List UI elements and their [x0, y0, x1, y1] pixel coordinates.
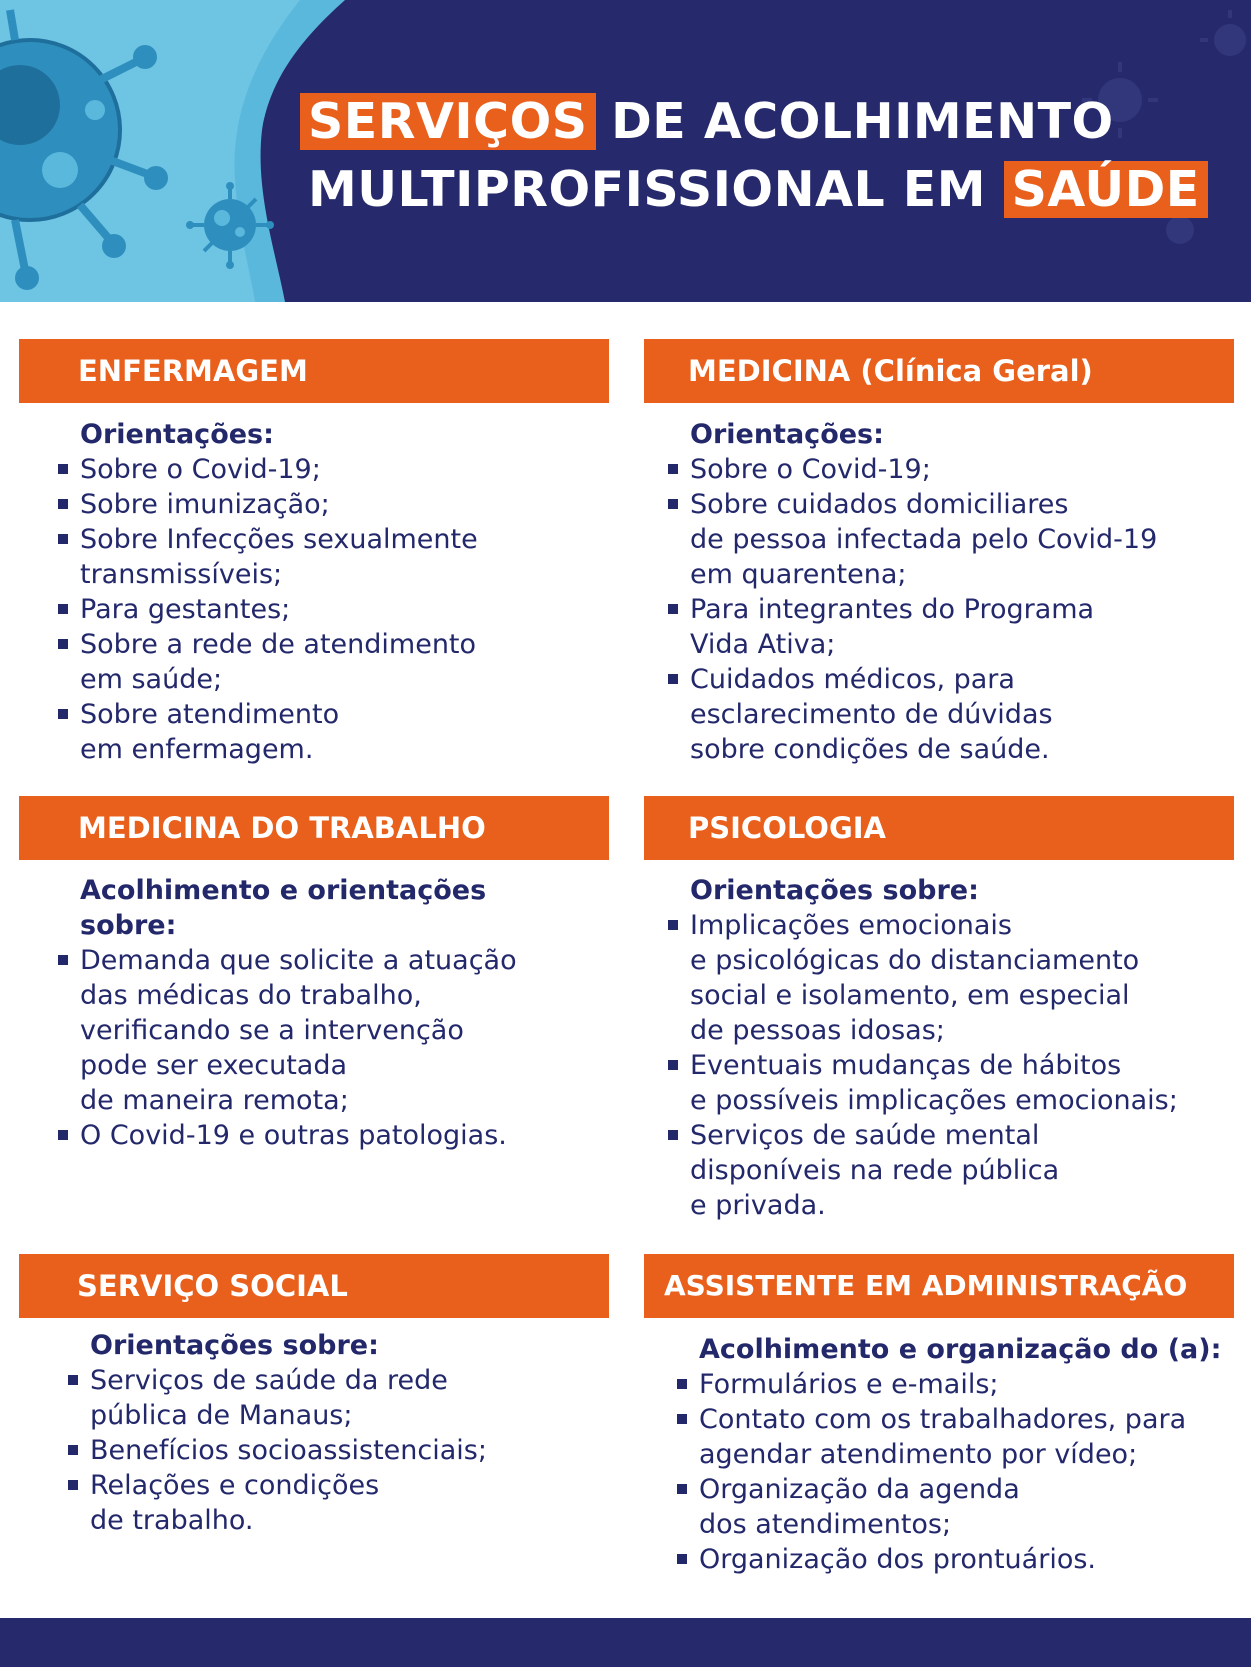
section-lead: Acolhimento e organização do (a):: [699, 1334, 1222, 1365]
list-item: Sobre Infecções sexualmente transmissíveis;: [80, 522, 600, 592]
section-list: [690, 452, 1240, 767]
section-title: PSICOLOGIA: [688, 811, 887, 845]
title-text-line1: DE ACOLHIMENTO: [611, 93, 1114, 150]
list-item: Contato com os trabalhadores, para agendar atendimento por vídeo;: [699, 1402, 1244, 1472]
list-item: Demanda que solicite a atuação das médicas do trabalho, verificando se a intervenção pode ser executada de maneira remota;: [80, 943, 600, 1118]
section-header-psicologia: [644, 796, 1234, 860]
section-lead: Orientações:: [80, 419, 274, 450]
section-lead: Orientações sobre:: [690, 875, 979, 906]
list-item: Organização dos prontuários.: [699, 1542, 1244, 1577]
list-item: Sobre o Covid-19;: [80, 452, 600, 487]
section-content-psicologia: [690, 873, 1240, 1223]
section-header-enfermagem: [19, 339, 609, 403]
list-item: Formulários e e-mails;: [699, 1367, 1244, 1402]
section-list: [690, 908, 1240, 1223]
list-item: Para integrantes do Programa Vida Ativa;: [690, 592, 1240, 662]
title-text-line2: MULTIPROFISSIONAL EM: [308, 161, 987, 218]
section-title: MEDICINA (Clínica Geral): [688, 354, 1093, 388]
section-title: ENFERMAGEM: [78, 354, 308, 388]
list-item: Para gestantes;: [80, 592, 600, 627]
list-item: Cuidados médicos, para esclarecimento de dúvidas sobre condições de saúde.: [690, 662, 1240, 767]
section-list: [90, 1363, 600, 1538]
section-header-medicina-clinica-geral: [644, 339, 1234, 403]
section-header-medicina-do-trabalho: [19, 796, 609, 860]
list-item: Benefícios socioassistenciais;: [90, 1433, 600, 1468]
list-item: Serviços de saúde da rede pública de Manaus;: [90, 1363, 600, 1433]
list-item: Sobre cuidados domiciliares de pessoa infectada pelo Covid-19 em quarentena;: [690, 487, 1240, 592]
header-banner: [0, 0, 1251, 302]
list-item: Implicações emocionais e psicológicas do distanciamento social e isolamento, em especial de pessoas idosas;: [690, 908, 1240, 1048]
section-lead: Orientações:: [690, 419, 884, 450]
section-lead: Orientações sobre:: [90, 1330, 379, 1361]
list-item: Serviços de saúde mental disponíveis na rede pública e privada.: [690, 1118, 1240, 1223]
section-header-servico-social: [19, 1254, 609, 1318]
list-item: Relações e condições de trabalho.: [90, 1468, 600, 1538]
section-content-assistente-em-administracao: [699, 1332, 1244, 1577]
title-highlight-health: SAÚDE: [1004, 161, 1208, 218]
list-item: O Covid-19 e outras patologias.: [80, 1118, 600, 1153]
list-item: Eventuais mudanças de hábitos e possíveis implicações emocionais;: [690, 1048, 1240, 1118]
section-title: ASSISTENTE EM ADMINISTRAÇÃO: [664, 1269, 1188, 1302]
section-list: [80, 452, 600, 767]
section-list: [699, 1367, 1244, 1577]
section-list: [80, 943, 600, 1153]
list-item: Sobre atendimento em enfermagem.: [80, 697, 600, 767]
footer-bar: [0, 1618, 1251, 1667]
title-highlight-services: SERVIÇOS: [300, 93, 596, 150]
section-content-enfermagem: [80, 417, 600, 767]
list-item: Sobre imunização;: [80, 487, 600, 522]
section-content-medicina-do-trabalho: [80, 873, 600, 1153]
section-title: SERVIÇO SOCIAL: [77, 1269, 348, 1303]
section-content-medicina-clinica-geral: [690, 417, 1240, 767]
section-title: MEDICINA DO TRABALHO: [78, 811, 486, 845]
section-content-servico-social: [90, 1328, 600, 1538]
page-title: [308, 88, 1208, 224]
list-item: Organização da agenda dos atendimentos;: [699, 1472, 1244, 1542]
section-header-assistente-em-administracao: [644, 1254, 1234, 1318]
list-item: Sobre a rede de atendimento em saúde;: [80, 627, 600, 697]
list-item: Sobre o Covid-19;: [690, 452, 1240, 487]
section-lead: Acolhimento e orientações sobre:: [80, 875, 487, 941]
